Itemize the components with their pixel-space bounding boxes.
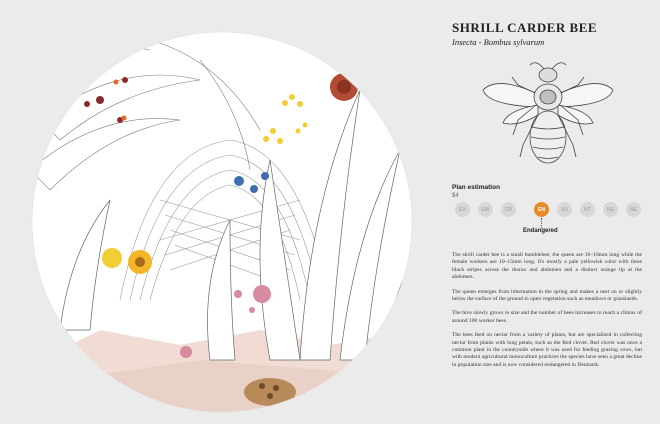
status-re: RE [603, 202, 618, 217]
species-description [452, 252, 642, 376]
bee-icon [478, 55, 618, 175]
description-paragraph: The hive slowly grows in size and the number of bees increases to reach a climax of around 100 worker bees. [452, 310, 642, 324]
species-header [452, 20, 652, 48]
conservation-status-scale [455, 202, 645, 222]
species-latin-name: Insecta - Bombus sylvarum [452, 37, 545, 47]
status-label: Endangered [523, 228, 558, 234]
status-vu: VU [557, 202, 572, 217]
status-ne: NE [626, 202, 641, 217]
status-en: EN [534, 202, 549, 217]
status-nt: NT [580, 202, 595, 217]
description-paragraph: The shrill carder bee is a small bumblebee, the queen are 16–18mm long while the female workers are 10–15mm long. It's mostly a pale yellowish color with three black stripes across the thorax and abdomen and a distinct orange tip at the abdomen. [452, 252, 642, 281]
description-paragraph: The bees feed on nectar from a variety of plants, but are specialized in collecting nectar from plants with long petals, such as the Red clover. Red clover was once a common plant in the countryside where it was used for feeding grazing cows, but with modern agricultural monoculture practices the species have seen a great decline in population size and is now considered endangered in Denmark. [452, 332, 642, 368]
status-pointer [541, 218, 542, 228]
description-paragraph: The queen emerges from hibernation in the spring and makes a nest on or slightly below the surface of the ground in open vegetation such as meadows or grasslands. [452, 288, 642, 303]
status-ex: EX [455, 202, 470, 217]
plan-estimation-label: Plan estimation [452, 184, 501, 191]
status-ew: EW [478, 202, 493, 217]
plan-estimation-value: $4 [452, 193, 459, 199]
species-name: SHRILL CARDER BEE [452, 20, 598, 35]
status-cr: CR [501, 202, 516, 217]
